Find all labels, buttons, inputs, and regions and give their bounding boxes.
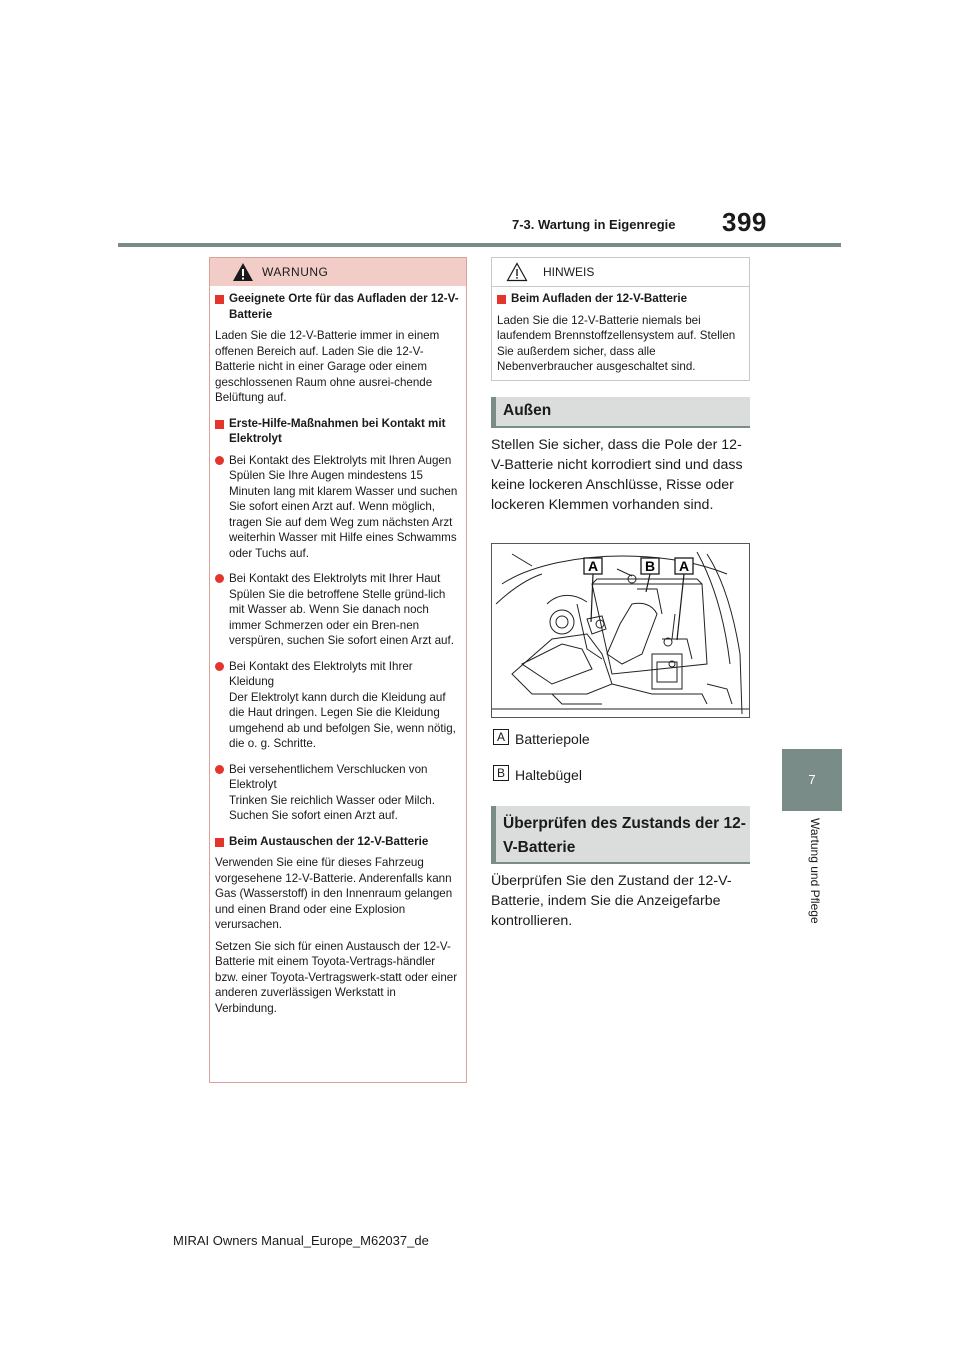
callout-a-left	[584, 558, 602, 574]
section-check-body: Überprüfen Sie den Zustand der 12-V-Batterie, indem Sie die Anzeigefarbe kontrollieren.	[491, 873, 732, 929]
note-title: HINWEIS	[543, 265, 595, 279]
legend-text-a: Batteriepole	[515, 731, 590, 747]
warning-para-1: Laden Sie die 12-V-Batterie immer in einem offenen Bereich auf. Laden Sie die 12-V-Batterie nicht in einer Garage oder einem geschlossenen Raum ohne ausrei-chende Belüftung auf.	[215, 329, 440, 404]
battery-illustration	[491, 543, 750, 718]
note-para: Laden Sie die 12-V-Batterie niemals bei laufendem Brennstoffzellensystem auf. Stellen Sie außerdem sicher, dass alle Nebenverbraucher ausgeschaltet sind.	[497, 313, 736, 373]
chapter-number: 7	[808, 772, 816, 787]
warning-bullet-3: Bei Kontakt des Elektrolyts mit Ihrer Kleidung Der Elektrolyt kann durch die Kleidung auf die Haut dringen. Legen Sie die Kleidung umgehend ab und befolgen Sie, wenn nötig, die o. g. Schritte.	[215, 659, 460, 752]
callout-a-right	[675, 558, 693, 574]
section-heading-check-condition: Überprüfen des Zustands der 12-V-Batterie	[491, 806, 750, 864]
callout-a-left-label: A	[587, 558, 599, 574]
note-heading: Beim Aufladen der 12-V-Batterie	[497, 291, 745, 307]
warning-bullet-2: Bei Kontakt des Elektrolyts mit Ihrer Haut Spülen Sie die betroffene Stelle gründ-lich mit Wasser ab. Wenn Sie danach noch immer Schmerzen oder ein Bren-nen verspüren, suchen Sie sofort einen Arzt auf.	[215, 571, 460, 649]
legend-key-b: B	[493, 765, 509, 781]
caution-triangle-icon	[506, 262, 528, 282]
battery-drawing	[492, 544, 749, 717]
warning-content	[215, 291, 460, 1016]
footer-doc-id: MIRAI Owners Manual_Europe_M62037_de	[173, 1233, 429, 1248]
warning-bullet-1: Bei Kontakt des Elektrolyts mit Ihren Augen Spülen Sie Ihre Augen mindestens 15 Minuten lang mit klarem Wasser und suchen Sie sofort einen Arzt auf. Wenn möglich, tragen Sie auf dem Weg zum nächsten Arzt weiterhin Wasser mit Hilfe eines Schwamms oder Tuchs auf.	[215, 453, 460, 562]
callout-b	[641, 558, 659, 574]
section-outside-body: Stellen Sie sicher, dass die Pole der 12-V-Batterie nicht korrodiert sind und dass keine lockeren Anschlüsse, Risse oder lockeren Klemmen vorhanden sind.	[491, 437, 743, 513]
warning-title: WARNUNG	[262, 265, 329, 279]
warning-para-3: Setzen Sie sich für einen Austausch der 12-V-Batterie mit einem Toyota-Vertrags-händler bzw. einer Toyota-Vertragswerk-statt oder einer anderen zuverlässigen Werkstatt in Verbindung.	[215, 939, 458, 1015]
warning-bullet-4: Bei versehentlichem Verschlucken von Elektrolyt Trinken Sie reichlich Wasser oder Milch. Suchen Sie sofort einen Arzt auf.	[215, 762, 460, 824]
warning-para-2: Verwenden Sie eine für dieses Fahrzeug vorgesehene 12-V-Batterie. Anderenfalls kann Gas (Wasserstoff) in den Innenraum gelangen und einen Brand oder eine Explosion verursachen.	[215, 856, 453, 931]
note-header	[492, 258, 749, 287]
callout-b-label: B	[644, 558, 656, 574]
warning-heading-2: Erste-Hilfe-Maßnahmen bei Kontakt mit Elektrolyt	[215, 416, 460, 447]
chapter-label: Wartung und Pflege	[808, 818, 822, 924]
callout-a-right-label: A	[678, 558, 690, 574]
header-rule	[118, 243, 841, 247]
note-content	[497, 291, 745, 375]
warning-heading-3: Beim Austauschen der 12-V-Batterie	[215, 834, 460, 850]
warning-triangle-icon	[232, 262, 254, 282]
page-number: 399	[722, 207, 767, 237]
section-heading-outside: Außen	[491, 397, 750, 428]
section-title: 7-3. Wartung in Eigenregie	[512, 217, 676, 232]
legend-text-b: Haltebügel	[515, 767, 582, 783]
legend-key-a: A	[493, 729, 509, 745]
warning-heading-1: Geeignete Orte für das Aufladen der 12-V-Batterie	[215, 291, 460, 322]
